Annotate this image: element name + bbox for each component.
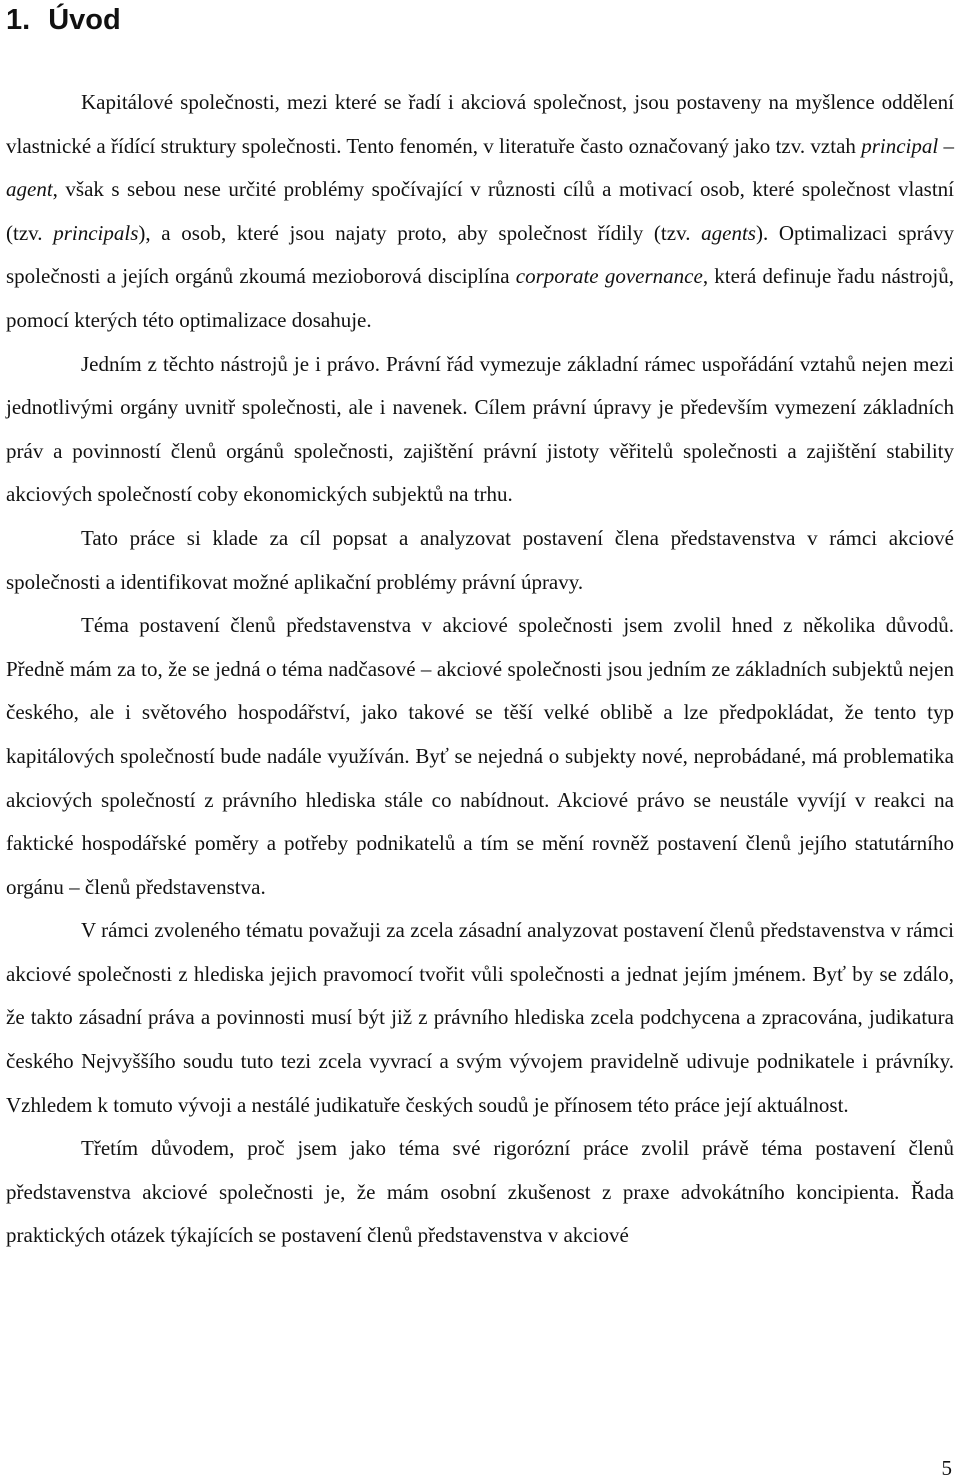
paragraph-4: Téma postavení členů představenstva v akciové společnosti jsem zvolil hned z několika důvodů. Předně mám za to, že se jedná o téma nadčasové – akciové společnosti jsou jedním ze základních subjektů nejen českého, ale i světového hospodářství, jako takové se těší velké oblibě a lze předpokládat, že tento typ kapitálových společností bude nadále využíván. Byť se nejedná o subjekty nové, neprobádané, má problematika akciových společností z právního hlediska stále co nabídnout. Akciové právo se neustále vyvíjí v reakci na faktické hospodářské poměry a potřeby podnikatelů a tím se mění rovněž postavení členů jejího statutárního orgánu – členů představenstva. (6, 613, 954, 899)
paragraph-2: Jedním z těchto nástrojů je i právo. Právní řád vymezuje základní rámec uspořádání vztahů nejen mezi jednotlivými orgány uvnitř společnosti, ale i navenek. Cílem právní úpravy je především vymezení základních práv a povinností členů orgánů společnosti, zajištění právní jistoty věřitelů společnosti a zajištění stability akciových společností coby ekonomických subjektů na trhu. (6, 351, 954, 507)
paragraph-3: Tato práce si klade za cíl popsat a analyzovat postavení člena představenstva v rámci akciové společnosti a identifikovat možné aplikační problémy právní úpravy. (6, 525, 954, 594)
paragraph-6: Třetím důvodem, proč jsem jako téma své rigorózní práce zvolil právě téma postavení členů představenstva akciové společnosti je, že mám osobní zkušenost z praxe advokátního koncipienta. Řada praktických otázek týkajících se postavení členů představenstva v akciové (6, 1136, 954, 1248)
paragraph-1-text: ), a osob, které jsou najaty proto, aby společnost řídily (tzv. (138, 220, 702, 245)
paragraph-1-text: , však s sebou nese určité problémy spočívající v různosti cílů a motivací osob, které společnost vlastní (tzv. (6, 177, 954, 245)
term-principal-agent: principal – agent (6, 133, 955, 202)
body-text (6, 81, 954, 1258)
chapter-number: 1. (6, 4, 31, 36)
term-agents: agents (701, 220, 756, 245)
paragraph-1-text: , která definuje řadu nástrojů, pomocí kterých této optimalizace dosahuje. (6, 264, 954, 332)
paragraph-1 (6, 81, 954, 343)
chapter-title: Úvod (48, 4, 121, 36)
paragraph-5: V rámci zvoleného tématu považuji za zcela zásadní analyzovat postavení členů představenstva v rámci akciové společnosti z hlediska jejich pravomocí tvořit vůli společnosti a jednat jejím jménem. Byť by se zdálo, že takto zásadní práva a povinnosti musí být již z právního hlediska zcela podchycena a zpracována, judikatura českého Nejvyššího soudu tuto tezi zcela vyvrací a svým vývojem pravidelně udivuje podnikatele i právníky. Vzhledem k tomuto vývoji a nestálé judikatuře českých soudů je přínosem této práce její aktuálnost. (6, 918, 954, 1117)
paragraph-1-text: ). Optimalizaci správy společnosti a jejích orgánů zkoumá mezioborová disciplína (6, 220, 954, 289)
page-number: 5 (941, 1456, 952, 1480)
term-principals: principals (53, 220, 139, 245)
chapter-heading (6, 0, 121, 40)
term-corporate-governance: corporate governance (515, 264, 703, 289)
paragraph-1-text: Kapitálové společnosti, mezi které se řadí i akciová společnost, jsou postaveny na myšlence oddělení vlastnické a řídící struktury společnosti. Tento fenomén, v literatuře často označovaný jako tzv. vztah (6, 90, 954, 158)
